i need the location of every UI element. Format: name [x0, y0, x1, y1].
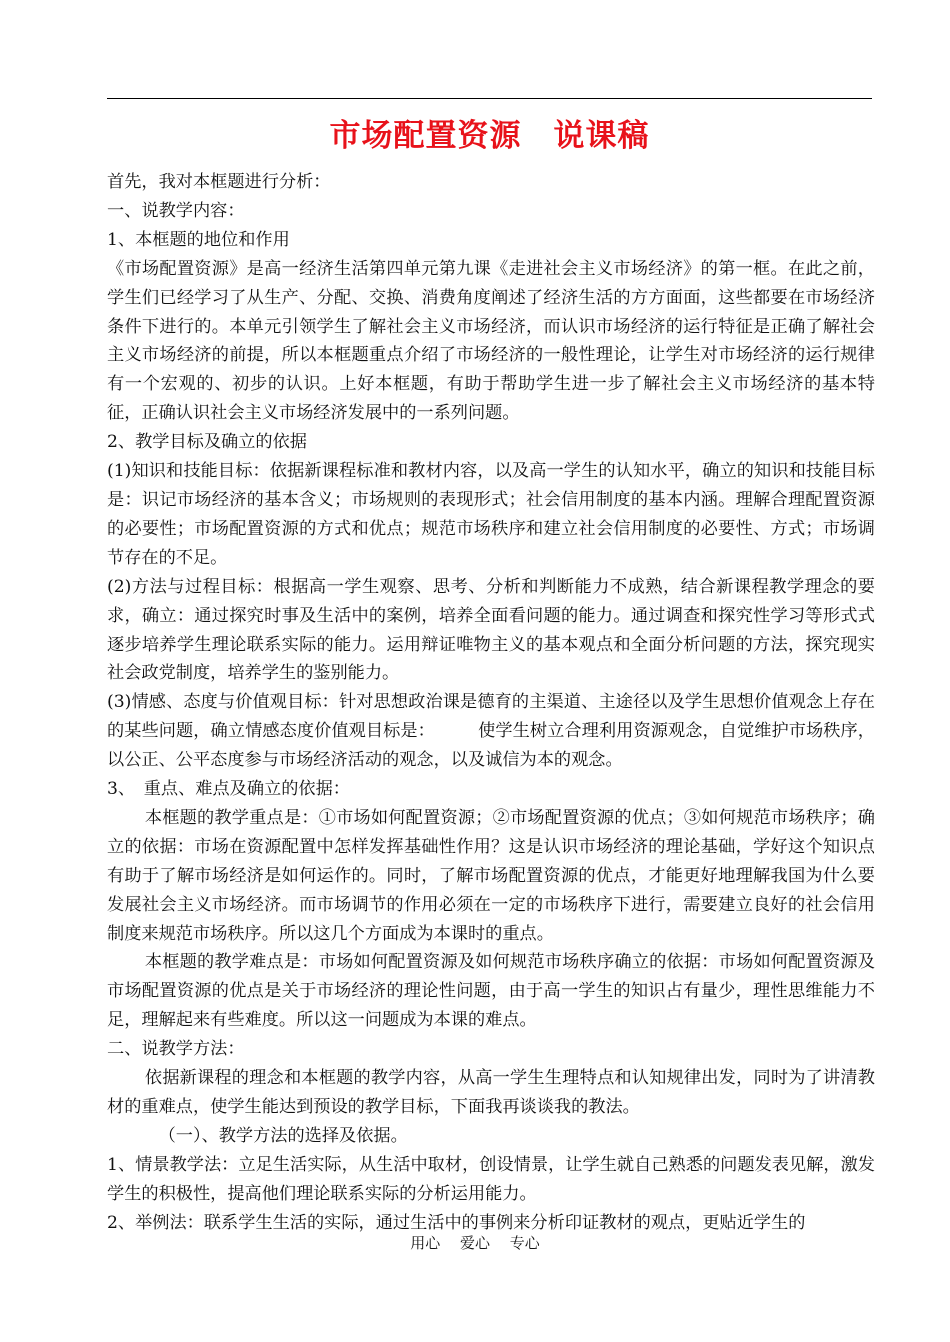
body-paragraph: 《市场配置资源》是高一经济生活第四单元第九课《走进社会主义市场经济》的第一框。在此之前，学生们已经学习了从生产、分配、交换、消费角度阐述了经济生活的方方面面，这些都要在市场经济条件下进行的。本单元引领学生了解社会主义市场经济，而认识市场经济的运行特征是正确了解社会主义市场经济的前提，所以本框题重点介绍了市场经济的一般性理论，让学生对市场经济的运行规律有一个宏观的、初步的认识。上好本框题，有助于帮助学生进一步了解社会主义市场经济的基本特征，正确认识社会主义市场经济发展中的一系列问题。	[107, 258, 875, 424]
body-paragraph: 本框题的教学难点是：市场如何配置资源及如何规范市场秩序确立的依据：市场如何配置资源及市场配置资源的优点是关于市场经济的理论性问题，由于高一学生的知识占有量少，理性思维能力不足，理解起来有些难度。所以这一问题成为本课的难点。	[107, 952, 875, 1031]
subsection-heading: （一）、教学方法的选择及依据。	[158, 1125, 408, 1146]
subsection-heading: 2、教学目标及确立的依据	[107, 432, 307, 453]
subsection-heading: 1、本框题的地位和作用	[107, 229, 290, 250]
body-paragraph: 1、情景教学法：立足生活实际，从生活中取材，创设情景，让学生就自己熟悉的问题发表见解，激发学生的积极性，提高他们理论联系实际的分析运用能力。	[107, 1154, 875, 1204]
body-paragraph: (2)方法与过程目标：根据高一学生观察、思考、分析和判断能力不成熟，结合新课程教学理念的要求，确立：通过探究时事及生活中的案例，培养全面看问题的能力。通过调查和探究性学习等形式式逐步培养学生理论联系实际的能力。运用辩证唯物主义的基本观点和全面分析问题的方法，探究现实社会政党制度，培养学生的鉴别能力。	[107, 576, 875, 684]
document-title: 市场配置资源 说课稿	[329, 118, 650, 154]
intro-paragraph: 首先，我对本框题进行分析：	[107, 172, 331, 192]
body-paragraph: (3)情感、态度与价值观目标：针对思想政治课是德育的主渠道、主途径以及学生思想价值观念上存在的某些问题，确立情感态度价值观目标是： 使学生树立合理利用资源观念，自觉维护市场秩序，以公正、公平态度参与市场经济活动的观念，以及诚信为本的观念。	[107, 692, 875, 771]
document-body	[107, 168, 875, 1238]
section-heading: 二、说教学方法：	[107, 1039, 245, 1060]
header-rule	[107, 98, 872, 99]
body-paragraph: (1)知识和技能目标：依据新课程标准和教材内容，以及高一学生的认知水平，确立的知识和技能目标是：识记市场经济的基本含义；市场规则的表现形式；社会信用制度的基本内涵。理解合理配置资源的必要性；市场配置资源的方式和优点；规范市场秩序和建立社会信用制度的必要性、方式；市场调节存在的不足。	[107, 461, 875, 568]
subsection-heading: 3、 重点、难点及确立的依据：	[107, 779, 350, 800]
body-paragraph: 本框题的教学重点是：①市场如何配置资源；②市场配置资源的优点；③如何规范市场秩序；确立的依据：市场在资源配置中怎样发挥基础性作用？这是认识市场经济的理论基础，学好这个知识点有助于了解市场经济是如何运作的。同时，了解市场配置资源的优点，才能更好地理解我国为什么要发展社会主义市场经济。而市场调节的作用必须在一定的市场秩序下进行，需要建立良好的社会信用制度来规范市场秩序。所以这几个方面成为本课时的重点。	[107, 807, 875, 944]
body-paragraph: 依据新课程的理念和本框题的教学内容，从高一学生生理特点和认知规律出发，同时为了讲清教材的重难点，使学生能达到预设的教学目标，下面我再谈谈我的教法。	[107, 1068, 875, 1117]
body-paragraph: 2、举例法：联系学生生活的实际，通过生活中的事例来分析印证教材的观点，更贴近学生的	[107, 1212, 806, 1233]
section-heading: 一、说教学内容：	[107, 200, 245, 221]
page-footer: 用心 爱心 专心	[410, 1234, 540, 1252]
